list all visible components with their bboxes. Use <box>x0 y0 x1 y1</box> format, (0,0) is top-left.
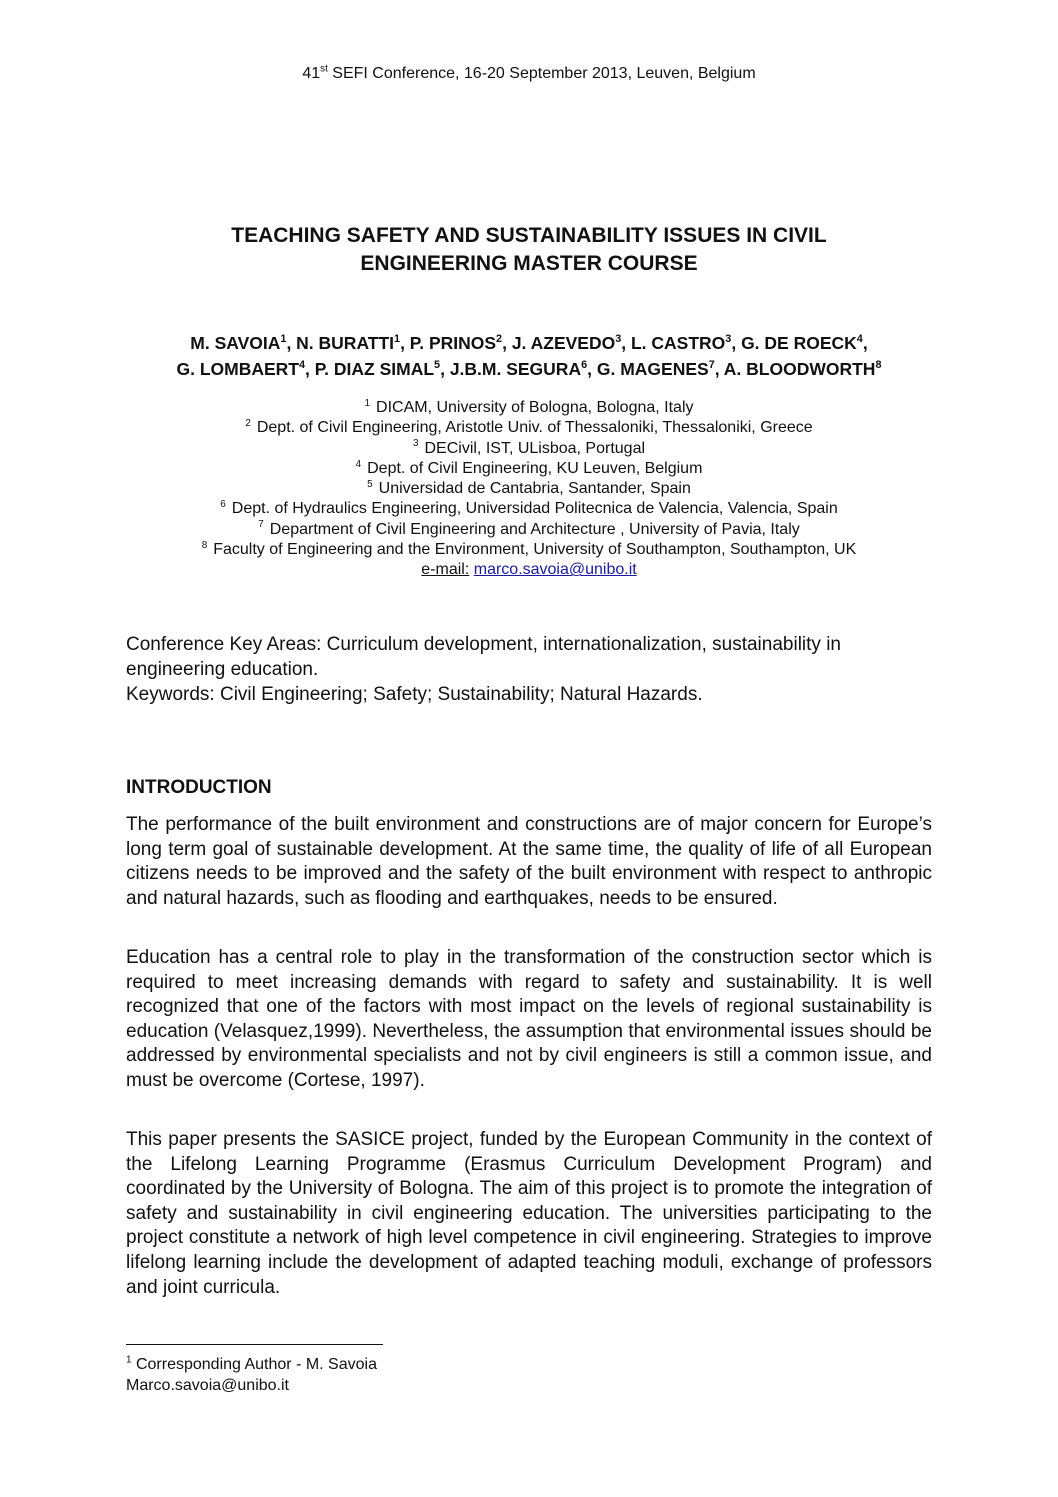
affil-marker: 5 <box>434 359 441 372</box>
affil-number: 5 <box>367 478 373 490</box>
author: G. MAGENES$^7$, <box>596 359 724 379</box>
conference-key-areas: Conference Key Areas: Curriculum development, internationalization, sustainability in engineering education. <box>126 634 841 680</box>
affil-marker: 7 <box>708 359 715 372</box>
affil-text: DECivil, IST, ULisboa, Portugal <box>424 439 646 457</box>
affil-marker: 1 <box>394 333 401 346</box>
affiliation <box>0 520 1058 540</box>
affil-number: 8 <box>201 539 208 551</box>
ordinal-suffix: st <box>320 63 328 75</box>
author-list <box>0 330 1058 382</box>
intro-paragraph-1: The performance of the built environment and constructions are of major concern for Europe’s long term goal of sustainable development. At the same time, the quality of life of all European citizens needs to be improved and the safety of the built environment with respect to anthropic and natural hazards, such as flooding and earthquakes, needs to be ensured. <box>126 814 932 909</box>
author-line-2 <box>0 356 1058 382</box>
author: P. DIAZ SIMAL$^5$, <box>314 359 450 379</box>
author-line-1 <box>0 330 1058 356</box>
author: G. DE ROECK$^4$, <box>741 333 868 353</box>
footnote-number: 1 <box>126 1354 132 1366</box>
affiliation-list <box>0 398 1058 581</box>
affil-number: 4 <box>355 458 362 470</box>
affil-marker: 4 <box>856 333 863 346</box>
intro-paragraph-3: This paper presents the SASICE project, funded by the European Community in the context of the Lifelong Learning Programme (Erasmus Curriculum Development Program) and coordinated by the University of Bologna. The aim of this project is to promote the integration of safety and sustainability in civil engineering education. The universities participating to the project constitute a network of high level competence in civil engineering. Strategies to improve lifelong learning include the development of adapted teaching moduli, exchange of professors and joint curricula. <box>126 1129 932 1298</box>
affil-marker: 6 <box>581 359 588 372</box>
author: J. AZEVEDO$^3$, <box>511 333 631 353</box>
title-line-2: ENGINEERING MASTER COURSE <box>360 252 698 275</box>
author: A. BLOODWORTH$^8$ <box>723 359 882 379</box>
footnote <box>126 1354 377 1396</box>
email-label: e-mail: <box>421 561 470 579</box>
affil-number: 3 <box>412 438 419 450</box>
email-link[interactable]: marco.savoia@unibo.it <box>473 561 637 579</box>
affil-number: 7 <box>258 519 264 531</box>
affil-marker: 2 <box>496 333 503 346</box>
paper-title <box>0 222 1058 278</box>
running-head <box>0 64 1058 84</box>
affil-number: 2 <box>245 417 251 429</box>
author: G. LOMBAERT$^4$, <box>176 359 315 379</box>
author: P. PRINOS$^2$, <box>409 333 512 353</box>
affil-text: Department of Civil Engineering and Architecture , University of Pavia, Italy <box>269 520 800 538</box>
affiliation <box>0 398 1058 418</box>
author: M. SAVOIA$^1$, <box>190 333 297 353</box>
affil-number: 6 <box>220 499 226 511</box>
conference-details: SEFI Conference, 16-20 September 2013, Leuven, Belgium <box>327 65 756 82</box>
affil-marker: 1 <box>280 333 287 346</box>
footnote-text: Corresponding Author - M. Savoia <box>131 1356 377 1373</box>
affil-marker: 3 <box>615 333 622 346</box>
section-heading-introduction: INTRODUCTION <box>126 777 272 798</box>
conference-number: 41 <box>302 65 321 82</box>
affil-text: Faculty of Engineering and the Environment, University of Southampton, Southampton, UK <box>213 541 857 559</box>
footnote-line-1 <box>126 1354 377 1375</box>
footnote-email: Marco.savoia@unibo.it <box>126 1377 289 1394</box>
affiliation <box>0 459 1058 479</box>
affiliation <box>0 439 1058 459</box>
affiliation <box>0 540 1058 560</box>
keywords: Keywords: Civil Engineering; Safety; Sustainability; Natural Hazards. <box>126 684 703 705</box>
affil-text: Universidad de Cantabria, Santander, Spain <box>378 480 691 498</box>
affil-text: Dept. of Civil Engineering, KU Leuven, Belgium <box>367 459 703 477</box>
affil-text: Dept. of Civil Engineering, Aristotle Univ. of Thessaloniki, Thessaloniki, Greece <box>256 419 813 437</box>
affil-marker: 3 <box>725 333 732 346</box>
affiliation <box>0 418 1058 438</box>
author: N. BURATTI$^1$, <box>296 333 410 353</box>
affiliation <box>0 499 1058 519</box>
intro-paragraph-2: Education has a central role to play in the transformation of the construction sector which is required to meet increasing demands with regard to safety and sustainability. It is well recognized that one of the factors with most impact on the levels of regional sustainability is education (Velasquez,1999). Nevertheless, the assumption that environmental issues should be addressed by environmental specialists and not by civil engineers is still a common issue, and must be overcome (Cortese, 1997). <box>126 947 932 1091</box>
affil-text: DICAM, University of Bologna, Bologna, Italy <box>376 399 694 416</box>
affil-number: 1 <box>364 397 371 409</box>
footnote-divider <box>126 1344 383 1345</box>
title-line-1: TEACHING SAFETY AND SUSTAINABILITY ISSUES IN CIVIL <box>231 224 827 247</box>
contact-email <box>0 560 1058 580</box>
affil-text: Dept. of Hydraulics Engineering, Universidad Politecnica de Valencia, Valencia, Spain <box>231 500 838 518</box>
author: L. CASTRO$^3$, <box>630 333 742 353</box>
affiliation <box>0 479 1058 499</box>
affil-marker: 4 <box>299 359 306 372</box>
affil-marker: 8 <box>875 359 882 372</box>
author: J.B.M. SEGURA$^6$, <box>449 359 597 379</box>
